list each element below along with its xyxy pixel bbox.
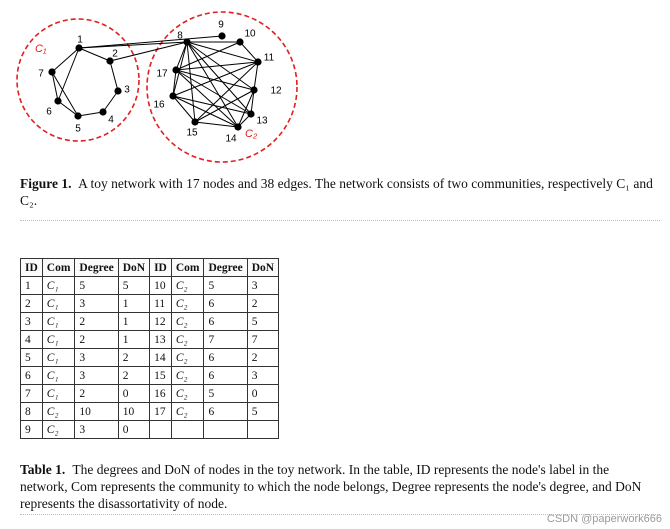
node-17: [172, 66, 179, 73]
node-label-5: 5: [75, 123, 81, 135]
node-label-12: 12: [270, 85, 282, 97]
node-14: [234, 123, 241, 130]
table-cell: [150, 421, 172, 439]
node-label-6: 6: [46, 106, 52, 118]
node-label-8: 8: [177, 30, 183, 42]
table-cell: C₁: [42, 295, 75, 313]
node-label-2: 2: [112, 48, 118, 60]
table-cell: 7: [247, 331, 278, 349]
table-cell: C₁: [42, 367, 75, 385]
table-cell: 3: [21, 313, 43, 331]
node-16: [169, 92, 176, 99]
figure-caption-text: A toy network with 17 nodes and 38 edges. The network consists of two communities, respectively C₁ and C₂.: [20, 176, 653, 208]
edge-1-2: [79, 48, 110, 61]
table-cell: C₂: [171, 385, 204, 403]
table-cell: 5: [75, 277, 118, 295]
table-cell: 13: [150, 331, 172, 349]
table-cell: C₂: [171, 295, 204, 313]
table-cell: 7: [21, 385, 43, 403]
table-cell: C₂: [171, 277, 204, 295]
table-cell: 2: [118, 367, 149, 385]
table-cell: C₂: [171, 367, 204, 385]
node-13: [247, 110, 254, 117]
table-cell: 2: [75, 331, 118, 349]
table-cell: 2: [21, 295, 43, 313]
table-cell: 1: [118, 331, 149, 349]
node-label-7: 7: [38, 68, 44, 80]
edge-12-15: [195, 90, 254, 122]
table-cell: 9: [21, 421, 43, 439]
community-c2-label: C₂: [245, 128, 258, 140]
table-cell: C₂: [42, 421, 75, 439]
node-6: [54, 97, 61, 104]
edge-3-4: [103, 91, 118, 112]
edge-2-3: [110, 61, 118, 91]
table-row: [21, 367, 279, 385]
table-cell: 11: [150, 295, 172, 313]
table-cell: 3: [75, 367, 118, 385]
column-header-com: Com: [42, 259, 75, 277]
table-row: [21, 421, 279, 439]
table-cell: 0: [118, 385, 149, 403]
figure-caption: [20, 175, 660, 209]
table-caption: [20, 461, 660, 512]
edge-4-5: [78, 112, 103, 116]
node-12: [250, 86, 257, 93]
node-label-11: 11: [263, 52, 275, 64]
column-header-don: DoN: [247, 259, 278, 277]
table-cell: [247, 421, 278, 439]
node-label-16: 16: [153, 99, 165, 111]
node-label-3: 3: [124, 84, 130, 96]
table-cell: 3: [75, 421, 118, 439]
table-cell: 12: [150, 313, 172, 331]
table-cell: 3: [247, 367, 278, 385]
table-cell: C₁: [42, 349, 75, 367]
node-label-17: 17: [156, 68, 168, 80]
column-header-don: DoN: [118, 259, 149, 277]
table-cell: 15: [150, 367, 172, 385]
node-label-9: 9: [218, 19, 224, 31]
node-label-13: 13: [256, 115, 268, 127]
edge-5-6: [58, 101, 78, 116]
node-15: [191, 118, 198, 125]
table-row: [21, 313, 279, 331]
table-cell: 5: [247, 313, 278, 331]
table-row: [21, 403, 279, 421]
table-cell: 6: [204, 349, 247, 367]
node-label-10: 10: [244, 28, 256, 40]
node-label-4: 4: [108, 114, 114, 126]
table-cell: 16: [150, 385, 172, 403]
node-9: [218, 32, 225, 39]
table-row: [21, 349, 279, 367]
table-cell: 10: [118, 403, 149, 421]
table-header-row: [21, 259, 279, 277]
table-caption-text: The degrees and DoN of nodes in the toy network. In the table, ID represents the node's label in the network, Com represents the community to which the node belongs, Degree represents the node's degree, and DoN represents the disassortativity of node.: [20, 462, 642, 511]
table-cell: 3: [247, 277, 278, 295]
table-cell: 1: [118, 295, 149, 313]
table-cell: 10: [75, 403, 118, 421]
table-cell: C₁: [42, 277, 75, 295]
column-header-degree: Degree: [75, 259, 118, 277]
node-label-14: 14: [225, 133, 237, 145]
divider: [20, 220, 660, 221]
column-header-id: ID: [150, 259, 172, 277]
table-cell: 1: [118, 313, 149, 331]
table-cell: [204, 421, 247, 439]
edge-13-17: [176, 70, 251, 114]
node-8: [183, 38, 190, 45]
node-10: [236, 38, 243, 45]
table-cell: C₂: [171, 349, 204, 367]
table-cell: 0: [247, 385, 278, 403]
degree-table: [20, 258, 279, 439]
table-row: [21, 385, 279, 403]
column-header-degree: Degree: [204, 259, 247, 277]
node-7: [48, 68, 55, 75]
table-cell: C₁: [42, 385, 75, 403]
table-cell: C₂: [42, 403, 75, 421]
table-cell: 2: [75, 385, 118, 403]
table-row: [21, 295, 279, 313]
table-cell: C₂: [171, 331, 204, 349]
edges-layer: [52, 36, 258, 127]
node-5: [74, 112, 81, 119]
table-cell: 14: [150, 349, 172, 367]
nodes-layer: [38, 20, 282, 145]
table-cell: 10: [150, 277, 172, 295]
table-cell: 2: [75, 313, 118, 331]
table-cell: 17: [150, 403, 172, 421]
table-cell: 8: [21, 403, 43, 421]
table-cell: 3: [75, 349, 118, 367]
watermark: CSDN @paperwork666: [546, 513, 662, 525]
figure-label: Figure 1.: [20, 176, 72, 191]
edge-14-15: [195, 122, 238, 127]
edge-1-6: [58, 48, 79, 101]
column-header-id: ID: [21, 259, 43, 277]
table-cell: 5: [118, 277, 149, 295]
community-c1-label: C₁: [35, 43, 47, 55]
edge-13-16: [173, 96, 251, 114]
edge-11-12: [254, 62, 258, 90]
table-row: [21, 331, 279, 349]
table-cell: 6: [21, 367, 43, 385]
table-cell: [171, 421, 204, 439]
table-row: [21, 277, 279, 295]
table-cell: 5: [247, 403, 278, 421]
table-cell: 3: [75, 295, 118, 313]
table-cell: 5: [204, 385, 247, 403]
table-cell: 2: [247, 295, 278, 313]
table-cell: 2: [247, 349, 278, 367]
table-cell: C₁: [42, 331, 75, 349]
table-cell: 1: [21, 277, 43, 295]
table-cell: 6: [204, 313, 247, 331]
toy-network-figure: [0, 0, 670, 170]
table-label: Table 1.: [20, 462, 66, 477]
edge-1-7: [52, 48, 79, 72]
table-cell: 5: [204, 277, 247, 295]
node-11: [254, 58, 261, 65]
node-4: [99, 108, 106, 115]
column-header-com: Com: [171, 259, 204, 277]
table-cell: 0: [118, 421, 149, 439]
table-cell: C₂: [171, 313, 204, 331]
table-cell: 6: [204, 295, 247, 313]
table-cell: C₁: [42, 313, 75, 331]
edge-5-7: [52, 72, 78, 116]
node-label-1: 1: [77, 34, 83, 46]
table-cell: 5: [21, 349, 43, 367]
node-label-15: 15: [186, 127, 198, 139]
table-cell: 6: [204, 403, 247, 421]
table-cell: 7: [204, 331, 247, 349]
node-3: [114, 87, 121, 94]
table-cell: 2: [118, 349, 149, 367]
table-cell: 6: [204, 367, 247, 385]
table-cell: C₂: [171, 403, 204, 421]
table-cell: 4: [21, 331, 43, 349]
